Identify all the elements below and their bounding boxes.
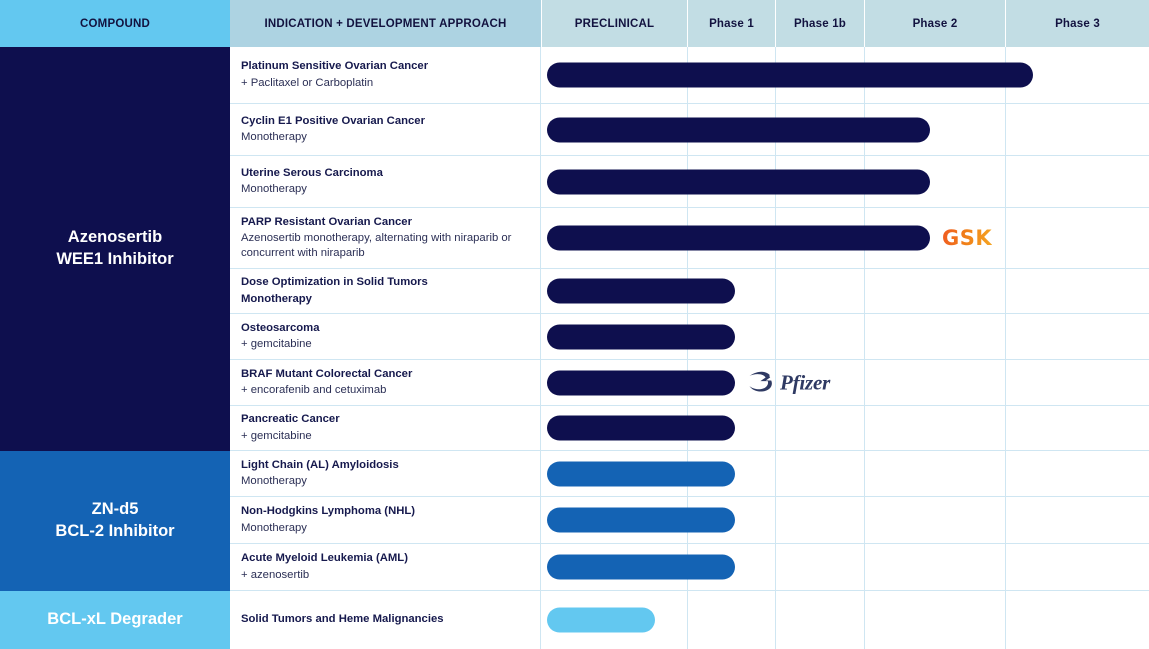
indication-cell (230, 497, 541, 543)
progress-bar (547, 324, 735, 349)
progress-bar (547, 370, 735, 395)
indication-cell (230, 360, 541, 405)
header-compound: COMPOUND (0, 0, 230, 47)
phase-lanes (541, 406, 1148, 450)
indication-title: Solid Tumors and Heme Malignancies (241, 613, 444, 626)
indication-title: Uterine Serous Carcinoma (241, 166, 383, 179)
compound-name: ZN-d5 (91, 500, 139, 519)
column-gridline (1005, 104, 1006, 155)
program-row (230, 314, 1149, 360)
column-gridline (1005, 156, 1006, 207)
column-gridline (864, 451, 865, 496)
program-row (230, 47, 1149, 104)
column-gridline (1005, 406, 1006, 450)
column-gridline (864, 497, 865, 543)
header-phase-1b: Phase 1b (775, 0, 864, 47)
gsk-logo: GSK (942, 226, 993, 250)
progress-bar (547, 279, 735, 304)
indication-title: Cyclin E1 Positive Ovarian Cancer (241, 114, 425, 127)
program-row (230, 269, 1149, 314)
program-row (230, 156, 1149, 208)
indication-approach: Monotherapy (241, 183, 307, 195)
phase-lanes (541, 360, 1148, 405)
header-phase-2: Phase 2 (864, 0, 1005, 47)
compound-section-1 (0, 47, 230, 451)
column-gridline (1005, 544, 1006, 590)
indication-cell (230, 156, 541, 207)
compound-name: Azenosertib (67, 228, 163, 247)
progress-bar (547, 226, 930, 251)
phase-lanes (541, 497, 1148, 543)
progress-bar (547, 608, 655, 633)
compound-target: WEE1 Inhibitor (56, 250, 174, 268)
column-gridline (1005, 497, 1006, 543)
column-gridline (864, 269, 865, 313)
column-gridline (775, 269, 776, 313)
program-row (230, 208, 1149, 269)
compound-column (0, 47, 230, 649)
program-row (230, 104, 1149, 156)
progress-bar (547, 508, 735, 533)
program-row (230, 451, 1149, 497)
header-phase-preclinical: PRECLINICAL (541, 0, 687, 47)
indication-title: PARP Resistant Ovarian Cancer (241, 215, 412, 228)
column-gridline (687, 591, 688, 649)
indication-cell (230, 591, 541, 649)
phase-lanes (541, 451, 1148, 496)
program-row (230, 591, 1149, 649)
column-gridline (775, 451, 776, 496)
indication-approach: + encorafenib and cetuximab (241, 384, 387, 396)
header-phase-3: Phase 3 (1005, 0, 1149, 47)
indication-title: Platinum Sensitive Ovarian Cancer (241, 60, 429, 73)
phase-lanes (541, 269, 1148, 313)
indication-approach: Monotherapy (241, 521, 307, 534)
indication-cell (230, 269, 541, 313)
phase-lanes (541, 104, 1148, 155)
indication-title: Non-Hodgkins Lymphoma (NHL) (241, 505, 416, 518)
phase-lanes (541, 47, 1148, 103)
compound-name: BCL-xL Degrader (47, 610, 183, 629)
column-gridline (864, 406, 865, 450)
table-body (0, 47, 1149, 649)
pfizer-mark-icon (747, 371, 777, 395)
compound-target: BCL-2 Inhibitor (55, 522, 175, 540)
indication-approach: + gemcitabine (241, 429, 312, 442)
column-gridline (775, 314, 776, 359)
column-gridline (775, 544, 776, 590)
program-rows (230, 47, 1149, 649)
indication-cell (230, 544, 541, 590)
indication-approach: + gemcitabine (241, 338, 312, 350)
indication-approach: Monotherapy (241, 292, 312, 305)
compound-section-3 (0, 591, 230, 649)
indication-approach: Azenosertib monotherapy, alternating with niraparib or concurrent with niraparib (241, 231, 512, 259)
progress-bar (547, 555, 735, 580)
column-gridline (775, 406, 776, 450)
indication-title: Osteosarcoma (241, 321, 320, 334)
progress-bar (547, 117, 930, 142)
indication-title: Acute Myeloid Leukemia (AML) (241, 552, 408, 565)
phase-lanes (541, 314, 1148, 359)
indication-title: Pancreatic Cancer (241, 413, 340, 426)
program-row (230, 360, 1149, 406)
indication-title: Light Chain (AL) Amyloidosis (241, 458, 399, 471)
indication-title: BRAF Mutant Colorectal Cancer (241, 367, 413, 380)
header-indication: INDICATION + DEVELOPMENT APPROACH (230, 0, 541, 47)
column-gridline (775, 591, 776, 649)
table-header-row (0, 0, 1149, 47)
column-gridline (1005, 360, 1006, 405)
column-gridline (1005, 269, 1006, 313)
indication-approach: Monotherapy (241, 475, 307, 487)
phase-lanes (541, 591, 1148, 649)
partner-logo-slot (747, 370, 830, 395)
phase-lanes (541, 544, 1148, 590)
indication-approach: + Paclitaxel or Carboplatin (241, 76, 374, 89)
column-gridline (864, 591, 865, 649)
progress-bar (547, 63, 1033, 88)
header-phase-1: Phase 1 (687, 0, 775, 47)
indication-cell (230, 104, 541, 155)
indication-cell (230, 314, 541, 359)
program-row (230, 497, 1149, 544)
column-gridline (1005, 314, 1006, 359)
indication-cell (230, 47, 541, 103)
compound-section-2 (0, 451, 230, 591)
indication-cell (230, 406, 541, 450)
partner-logo-slot (942, 226, 992, 250)
column-gridline (1005, 451, 1006, 496)
pfizer-wordmark: Pfizer (780, 370, 831, 394)
phase-lanes (541, 208, 1148, 268)
program-row (230, 544, 1149, 591)
column-gridline (1005, 591, 1006, 649)
column-gridline (864, 544, 865, 590)
pfizer-logo (747, 370, 830, 395)
column-gridline (864, 360, 865, 405)
indication-cell (230, 451, 541, 496)
column-gridline (1005, 208, 1006, 268)
progress-bar (547, 169, 930, 194)
column-gridline (775, 497, 776, 543)
phase-lanes (541, 156, 1148, 207)
progress-bar (547, 416, 735, 441)
indication-cell (230, 208, 541, 268)
indication-title: Dose Optimization in Solid Tumors (241, 276, 428, 289)
indication-approach: + azenosertib (241, 568, 310, 581)
progress-bar (547, 461, 735, 486)
column-gridline (864, 314, 865, 359)
indication-approach: Monotherapy (241, 131, 307, 143)
program-row (230, 406, 1149, 451)
